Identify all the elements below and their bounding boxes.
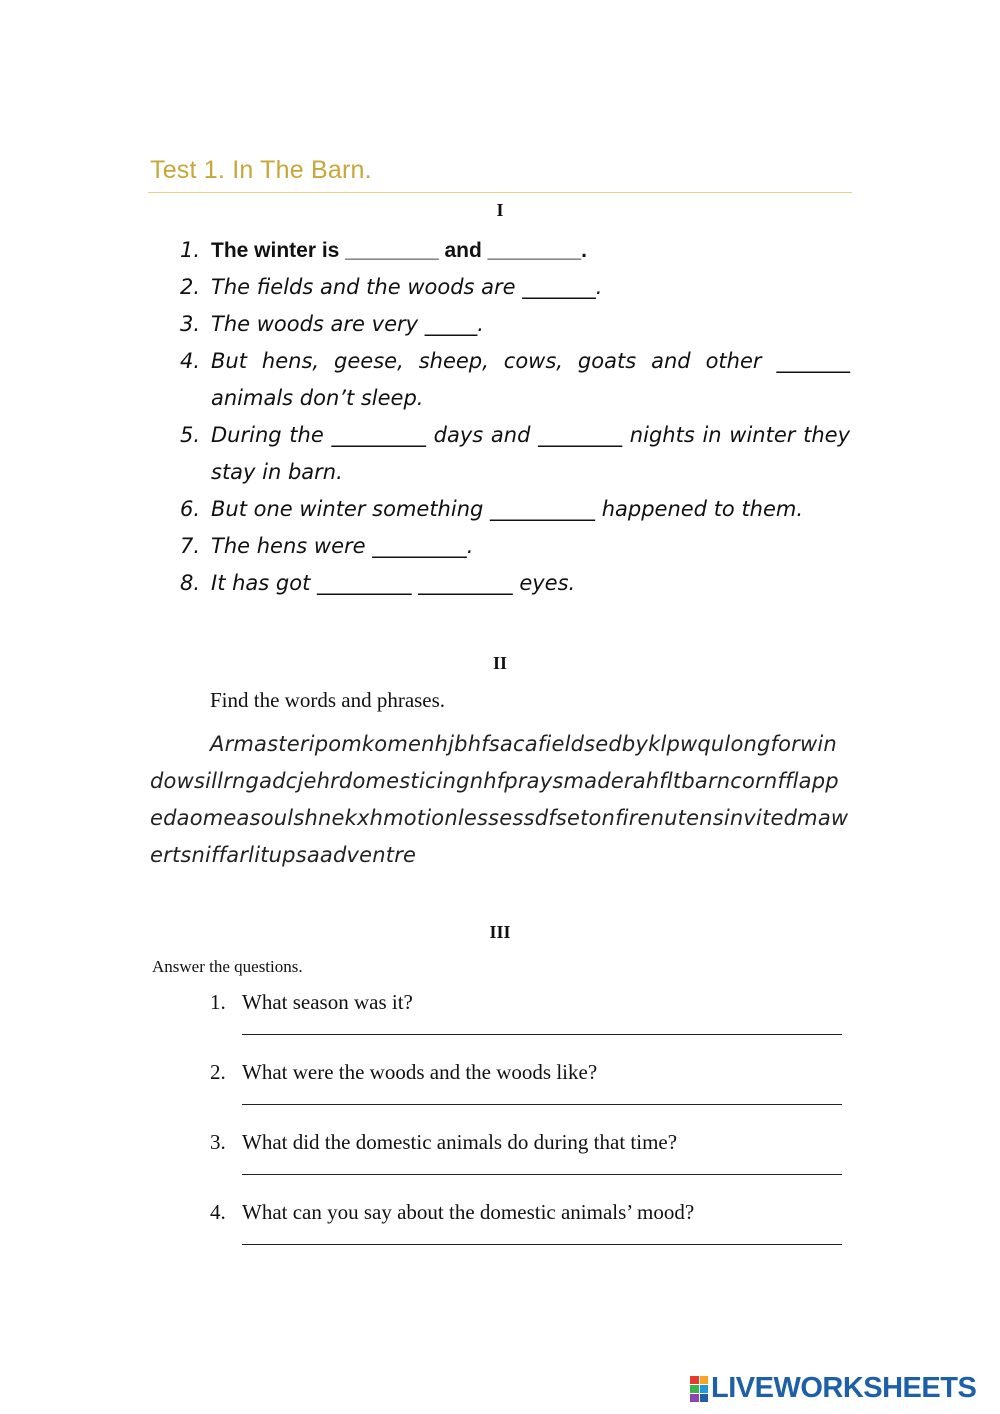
item-number: 8.	[180, 571, 201, 595]
item-number: 6.	[180, 497, 201, 521]
item-text: The hens were _________.	[211, 534, 474, 558]
answer-line[interactable]	[242, 1034, 842, 1035]
question-number: 2.	[210, 1060, 226, 1084]
question-text: What did the domestic animals do during that time?	[242, 1130, 678, 1154]
item-number: 5.	[180, 423, 201, 447]
answer-line[interactable]	[242, 1174, 842, 1175]
word-search-text: Armasteripomkomenhjbhfsacafieldsedbyklpwqulongforwindowsillrngadcjehrdomesticingnhfpraysmaderahfltbarncornfflappedaomeasoulshnekxhmotionlessessdfsetonfirenutensinvitedmawertsniffarlitupsaadventre	[150, 732, 849, 867]
brand-icon	[690, 1376, 708, 1402]
title-divider	[148, 192, 852, 193]
list-item	[180, 306, 850, 343]
question-number: 3.	[210, 1130, 226, 1154]
list-item	[180, 269, 850, 306]
item-text: The woods are very _____.	[211, 312, 484, 336]
item-text: It has got _________ _________ eyes.	[211, 571, 576, 595]
item-number: 7.	[180, 534, 201, 558]
question-text: What were the woods and the woods like?	[242, 1060, 598, 1084]
item-number: 3.	[180, 312, 201, 336]
item-number: 2.	[180, 275, 201, 299]
worksheet-title: Test 1. In The Barn.	[150, 156, 372, 184]
list-item	[180, 232, 850, 269]
question-item	[210, 990, 850, 1060]
brand-square	[700, 1385, 709, 1393]
section-2-instruction: Find the words and phrases.	[210, 688, 446, 712]
question-item	[210, 1060, 850, 1130]
item-text: The winter is ________ and ________.	[211, 239, 587, 262]
list-item	[180, 343, 850, 417]
list-item	[180, 417, 850, 491]
section-3-heading: III	[489, 922, 511, 942]
item-text: But one winter something __________ happened to them.	[211, 497, 804, 521]
brand-square	[690, 1394, 699, 1402]
answer-line[interactable]	[242, 1244, 842, 1245]
item-number: 4.	[180, 349, 201, 373]
question-text: What can you say about the domestic animals’ mood?	[242, 1200, 695, 1224]
section-3-instruction: Answer the questions.	[152, 957, 303, 976]
section-1-heading: I	[496, 200, 504, 220]
list-item	[180, 491, 850, 528]
liveworksheets-logo	[690, 1372, 976, 1405]
question-number: 1.	[210, 990, 226, 1014]
section-2-heading: II	[492, 653, 507, 673]
answer-line[interactable]	[242, 1104, 842, 1105]
list-item	[180, 565, 850, 602]
item-text: During the _________ days and ________ nights in winter they stay in barn.	[211, 423, 850, 484]
question-item	[210, 1200, 850, 1270]
item-number: 1.	[180, 238, 201, 262]
question-item	[210, 1130, 850, 1200]
questions-list	[210, 990, 850, 1270]
brand-square	[690, 1376, 699, 1384]
item-text: The fields and the woods are _______.	[211, 275, 603, 299]
brand-text: LIVEWORKSHEETS	[711, 1372, 977, 1404]
brand-square	[700, 1376, 709, 1384]
brand-square	[700, 1394, 709, 1402]
fill-in-list	[180, 232, 850, 602]
item-text: But hens, geese, sheep, cows, goats and other _______ animals don’t sleep.	[211, 349, 850, 410]
question-text: What season was it?	[242, 990, 413, 1014]
list-item	[180, 528, 850, 565]
brand-square	[690, 1385, 699, 1393]
question-number: 4.	[210, 1200, 226, 1224]
